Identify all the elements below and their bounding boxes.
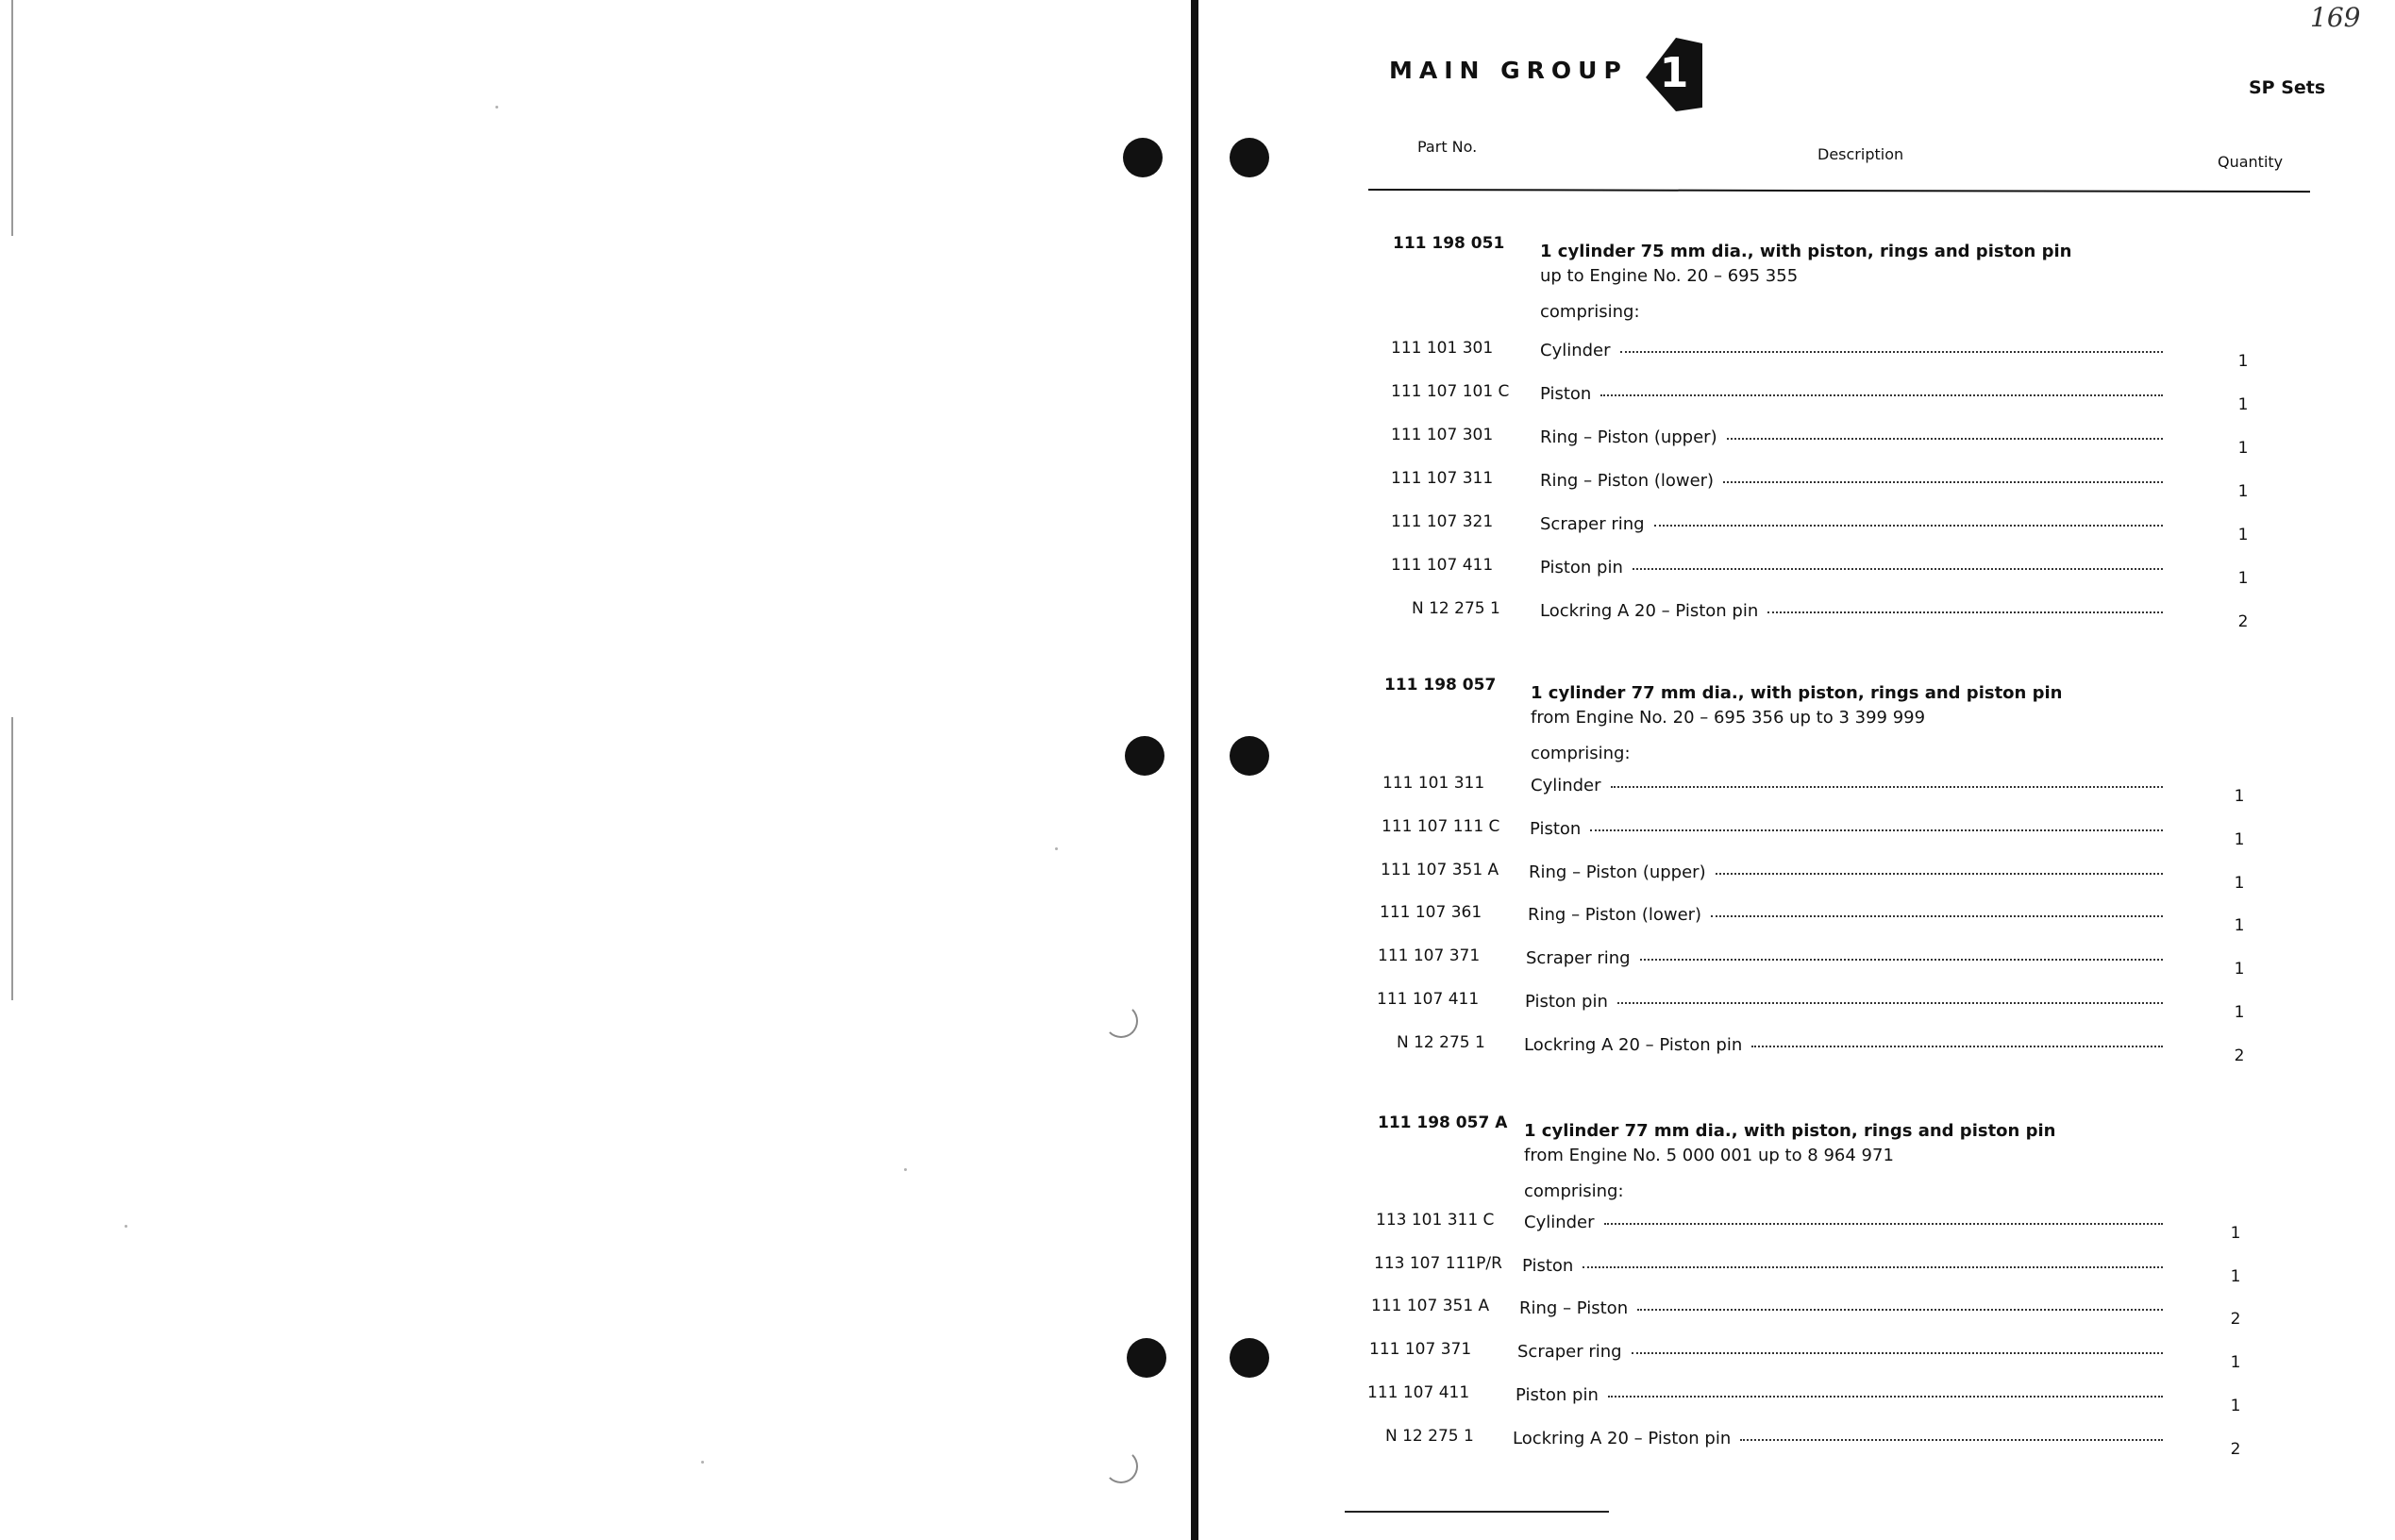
set-title: 1 cylinder 77 mm dia., with piston, rings and piston pin: [1524, 1121, 2056, 1141]
set-comprising-label: comprising:: [1531, 744, 1631, 763]
group-number: 1: [1659, 49, 1689, 97]
item-description-row: [1540, 471, 2163, 491]
group-badge: [1644, 36, 1704, 113]
scan-speck: [1055, 847, 1058, 850]
item-part-number: 111 107 301: [1391, 426, 1494, 444]
item-description: Ring – Piston: [1519, 1298, 1629, 1318]
dot-leader: [1611, 785, 2163, 788]
item-quantity: 1: [2234, 916, 2245, 935]
item-quantity: 1: [2230, 1397, 2241, 1415]
binder-hole: [1127, 1338, 1166, 1378]
set-part-number: 111 198 057: [1384, 676, 1497, 695]
set-comprising-label: comprising:: [1540, 302, 1640, 322]
footer-rule: [1345, 1511, 1609, 1513]
set-engine-range: up to Engine No. 20 – 695 355: [1540, 266, 1799, 286]
item-description-row: [1540, 384, 2163, 404]
dot-leader: [1716, 872, 2163, 875]
item-description-row: [1525, 992, 2163, 1012]
set-title: 1 cylinder 77 mm dia., with piston, rings and piston pin: [1531, 683, 2063, 703]
dot-leader: [1633, 567, 2163, 570]
blank-left-page: [0, 0, 1194, 1540]
item-quantity: 2: [2230, 1310, 2241, 1329]
item-description-row: [1540, 558, 2163, 578]
dot-leader: [1617, 1001, 2163, 1004]
scan-edge-mark: [11, 717, 13, 1000]
item-quantity: 1: [2237, 569, 2249, 588]
set-engine-range: from Engine No. 20 – 695 356 up to 3 399 999: [1531, 708, 1926, 728]
item-part-number: N 12 275 1: [1385, 1427, 1474, 1446]
header-rule: [1368, 189, 2310, 192]
item-part-number: 111 107 411: [1391, 556, 1494, 575]
item-description-row: [1531, 776, 2163, 795]
item-description: Cylinder: [1524, 1213, 1595, 1232]
binder-hole: [1230, 736, 1269, 776]
set-part-number: 111 198 051: [1393, 234, 1505, 253]
item-description-row: [1524, 1035, 2163, 1055]
item-quantity: 1: [2234, 960, 2245, 979]
item-quantity: 1: [2234, 830, 2245, 849]
item-part-number: 111 101 311: [1382, 774, 1485, 793]
item-description: Ring – Piston (upper): [1540, 427, 1717, 447]
item-description-row: [1526, 948, 2163, 968]
item-quantity: 1: [2234, 874, 2245, 893]
item-description: Scraper ring: [1540, 514, 1645, 534]
item-quantity: 1: [2230, 1224, 2241, 1243]
item-part-number: 111 107 411: [1367, 1383, 1470, 1402]
item-description: Lockring A 20 – Piston pin: [1513, 1429, 1732, 1448]
item-description-row: [1513, 1429, 2163, 1448]
item-description: Cylinder: [1531, 776, 1601, 795]
item-description-row: [1540, 427, 2163, 447]
item-part-number: 113 101 311 C: [1376, 1211, 1495, 1230]
item-part-number: 111 107 321: [1391, 512, 1494, 531]
item-part-number: N 12 275 1: [1397, 1033, 1485, 1052]
item-description: Piston: [1522, 1256, 1574, 1276]
binder-hole: [1125, 736, 1164, 776]
item-quantity: 2: [2237, 612, 2249, 631]
main-group-label: MAIN GROUP: [1389, 57, 1628, 84]
dot-leader: [1620, 350, 2163, 353]
page-number: 169: [2310, 2, 2361, 33]
item-part-number: 113 107 111P/R: [1374, 1254, 1502, 1273]
scan-speck: [495, 106, 498, 109]
item-description: Lockring A 20 – Piston pin: [1524, 1035, 1743, 1055]
item-part-number: 111 107 101 C: [1391, 382, 1510, 401]
item-description-row: [1530, 819, 2163, 839]
item-description-row: [1528, 905, 2163, 925]
set-title: 1 cylinder 75 mm dia., with piston, rings and piston pin: [1540, 242, 2072, 261]
item-description: Ring – Piston (lower): [1540, 471, 1715, 491]
item-description-row: [1517, 1342, 2163, 1362]
item-quantity: 1: [2230, 1267, 2241, 1286]
item-description-row: [1519, 1298, 2163, 1318]
dot-leader: [1583, 1265, 2163, 1268]
dot-leader: [1727, 437, 2163, 440]
binder-hole-outline: [1104, 1449, 1138, 1483]
column-header-part-no: Part No.: [1417, 138, 1478, 156]
item-description: Piston pin: [1525, 992, 1608, 1012]
scan-speck: [125, 1225, 127, 1228]
dot-leader: [1740, 1438, 2163, 1441]
section-title: SP Sets: [2249, 77, 2326, 98]
item-description: Piston pin: [1516, 1385, 1599, 1405]
item-description: Piston pin: [1540, 558, 1623, 578]
item-description: Lockring A 20 – Piston pin: [1540, 601, 1759, 621]
column-header-description: Description: [1817, 145, 1904, 163]
item-part-number: 111 107 351 A: [1371, 1297, 1490, 1315]
item-description: Cylinder: [1540, 341, 1611, 360]
item-quantity: 1: [2230, 1353, 2241, 1372]
item-part-number: N 12 275 1: [1412, 599, 1500, 618]
dot-leader: [1767, 611, 2163, 613]
item-description: Ring – Piston (lower): [1528, 905, 1702, 925]
item-description: Scraper ring: [1526, 948, 1631, 968]
dot-leader: [1608, 1395, 2163, 1398]
item-quantity: 1: [2237, 439, 2249, 458]
item-description: Ring – Piston (upper): [1529, 862, 1706, 882]
dot-leader: [1637, 1308, 2163, 1311]
dot-leader: [1604, 1222, 2163, 1225]
dot-leader: [1600, 393, 2163, 396]
item-quantity: 1: [2237, 482, 2249, 501]
item-description-row: [1540, 341, 2163, 360]
binder-hole-outline: [1104, 1004, 1138, 1038]
binder-hole: [1230, 138, 1269, 177]
item-quantity: 2: [2234, 1046, 2245, 1065]
dot-leader: [1711, 914, 2163, 917]
item-part-number: 111 107 111 C: [1382, 817, 1500, 836]
item-part-number: 111 107 361: [1380, 903, 1482, 922]
scan-speck: [701, 1461, 704, 1464]
item-quantity: 1: [2234, 787, 2245, 806]
item-quantity: 1: [2234, 1003, 2245, 1022]
column-header-quantity: Quantity: [2218, 153, 2284, 171]
binder-hole: [1230, 1338, 1269, 1378]
binder-hole: [1123, 138, 1163, 177]
item-description: Piston: [1540, 384, 1592, 404]
item-quantity: 1: [2237, 395, 2249, 414]
item-description-row: [1529, 862, 2163, 882]
page-gutter: [1191, 0, 1198, 1540]
set-part-number: 111 198 057 A: [1378, 1113, 1508, 1132]
item-part-number: 111 107 311: [1391, 469, 1494, 488]
scan-speck: [904, 1168, 907, 1171]
item-description-row: [1516, 1385, 2163, 1405]
dot-leader: [1632, 1351, 2163, 1354]
item-part-number: 111 107 351 A: [1381, 861, 1499, 879]
dot-leader: [1751, 1045, 2163, 1047]
item-part-number: 111 101 301: [1391, 339, 1494, 358]
scan-edge-mark: [11, 0, 13, 236]
item-description-row: [1524, 1213, 2163, 1232]
item-description: Piston: [1530, 819, 1582, 839]
set-comprising-label: comprising:: [1524, 1181, 1624, 1201]
item-description-row: [1540, 601, 2163, 621]
item-part-number: 111 107 371: [1378, 946, 1481, 965]
item-description-row: [1540, 514, 2163, 534]
set-engine-range: from Engine No. 5 000 001 up to 8 964 971: [1524, 1146, 1894, 1165]
item-description-row: [1522, 1256, 2163, 1276]
item-part-number: 111 107 411: [1377, 990, 1480, 1009]
dot-leader: [1723, 480, 2163, 483]
dot-leader: [1590, 829, 2163, 831]
dot-leader: [1640, 958, 2163, 961]
item-quantity: 1: [2237, 352, 2249, 371]
item-part-number: 111 107 371: [1369, 1340, 1472, 1359]
item-description: Scraper ring: [1517, 1342, 1622, 1362]
item-quantity: 1: [2237, 526, 2249, 544]
dot-leader: [1654, 524, 2163, 527]
item-quantity: 2: [2230, 1440, 2241, 1459]
